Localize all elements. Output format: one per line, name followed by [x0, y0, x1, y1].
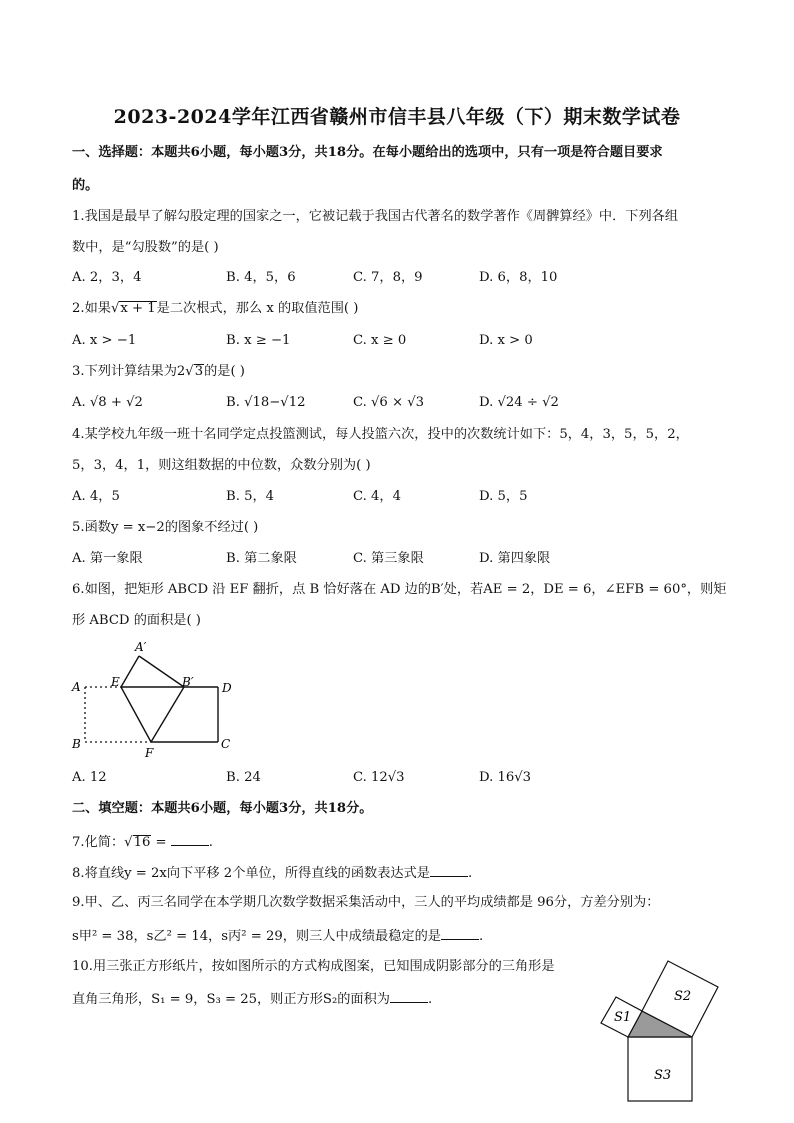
q3-option-a: A. √8 + √2	[72, 395, 143, 410]
q3-option-c: C. √6 × √3	[353, 395, 425, 410]
q8-answer-blank	[430, 862, 468, 877]
fig-segment-a-prime-b-prime	[139, 656, 184, 687]
q5-option-b: B. 第二象限	[226, 551, 297, 566]
fig-label-f: F	[145, 746, 154, 760]
q2-option-b: B. x ≥ −1	[226, 333, 291, 348]
fig-label-s2: S2	[674, 989, 692, 1004]
q3-stem-pre: 3.下列计算结果为2	[72, 364, 186, 379]
q7-answer-blank	[171, 831, 209, 846]
q6-option-d: D. 16√3	[479, 770, 532, 785]
section2-heading: 二、填空题：本题共6小题，每小题3分，共18分。	[72, 801, 373, 816]
q1-option-d: D. 6，8，10	[479, 270, 558, 285]
q7-stem: 7.化简：√16 = .	[72, 831, 213, 853]
q3-radicand: 3	[194, 364, 204, 379]
q4-option-d: D. 5，5	[479, 489, 528, 504]
radical-sign: √	[110, 301, 120, 316]
q1-option-b: B. 4，5，6	[226, 270, 296, 285]
q4-line2: 5，3，4，1，则这组数据的中位数，众数分别为( )	[72, 458, 371, 473]
fig-segment-b-prime-f	[151, 687, 184, 742]
q7-radicand: 16	[133, 835, 151, 850]
q2-stem	[72, 299, 358, 319]
q6-figure	[66, 636, 246, 764]
q3-stem	[72, 362, 245, 382]
q3-stem-post: 的是( )	[204, 364, 245, 379]
q1-option-a: A. 2，3，4	[72, 270, 142, 285]
q9-line2: s甲² = 38，s乙² = 14，s丙² = 29，则三人中成绩最稳定的是 .	[72, 925, 483, 947]
radical-sign: √	[185, 364, 194, 379]
fig-label-e: E	[111, 675, 120, 689]
q7-stem-post: =	[151, 835, 171, 850]
q5-option-a: A. 第一象限	[72, 551, 143, 566]
q1-line2: 数中，是“勾股数”的是( )	[72, 240, 219, 255]
radical-sign: √	[124, 835, 133, 850]
q5-option-c: C. 第三象限	[353, 551, 424, 566]
q1-line1: 1.我国是最早了解勾股定理的国家之一，它被记载于我国古代著名的数学著作《周髀算经》中．下列各组	[72, 209, 679, 224]
q6-line1: 6.如图，把矩形 ABCD 沿 EF 翻折，点 B 恰好落在 AD 边的B′处，若AE = 2，DE = 6，∠EFB = 60°，则矩	[72, 582, 727, 597]
q6-option-b: B. 24	[226, 770, 261, 785]
fig-label-b-prime: B′	[182, 675, 194, 689]
q2-stem-post: 是二次根式，那么 x 的取值范围( )	[156, 301, 359, 316]
fig-label-a: A	[72, 680, 81, 694]
q1-option-c: C. 7，8，9	[353, 270, 423, 285]
q9-line2-text: s甲² = 38，s乙² = 14，s丙² = 29，则三人中成绩最稳定的是	[72, 929, 441, 944]
q4-line1: 4.某学校九年级一班十名同学定点投篮测试，每人投篮六次，投中的次数统计如下：5，4，3，5，5，2，	[72, 427, 689, 442]
q2-option-a: A. x > −1	[72, 333, 137, 348]
section1-heading-line2: 的。	[72, 178, 99, 193]
q6-line2: 形 ABCD 的面积是( )	[72, 613, 201, 628]
q3-option-d: D. √24 ÷ √2	[479, 395, 559, 410]
q7-stem-pre: 7.化简：	[72, 835, 125, 850]
q8-text: 8.将直线y = 2x向下平移 2个单位，所得直线的函数表达式是	[72, 866, 430, 881]
q4-option-a: A. 4，5	[72, 489, 120, 504]
fig-label-s1: S1	[614, 1010, 632, 1025]
fig-label-c: C	[221, 737, 231, 751]
fig-label-s3: S3	[654, 1068, 672, 1083]
q6-option-a: A. 12	[72, 770, 107, 785]
section1-heading-line1: 一、选择题：本题共6小题，每小题3分，共18分。在每小题给出的选项中，只有一项是符合题目要求	[72, 145, 663, 160]
q10-answer-blank	[390, 988, 428, 1003]
q9-line1: 9.甲、乙、丙三名同学在本学期几次数学数据采集活动中，三人的平均成绩都是 96分，方差分别为：	[72, 895, 660, 910]
page-title: 2023-2024学年江西省赣州市信丰县八年级（下）期末数学试卷	[113, 106, 681, 128]
q10-line1: 10.用三张正方形纸片，按如图所示的方式构成图案，已知围成阴影部分的三角形是	[72, 959, 555, 974]
fig-label-a-prime: A′	[135, 640, 147, 654]
q3-option-b: B. √18−√12	[226, 395, 306, 410]
q8-stem: 8.将直线y = 2x向下平移 2个单位，所得直线的函数表达式是 .	[72, 862, 472, 884]
q10-line2: 直角三角形，S₁ = 9，S₃ = 25，则正方形S₂的面积为 .	[72, 988, 432, 1010]
q2-option-d: D. x > 0	[479, 333, 533, 348]
q5-option-d: D. 第四象限	[479, 551, 551, 566]
q5-line1: 5.函数y = x−2的图象不经过( )	[72, 520, 259, 535]
q6-option-c: C. 12√3	[353, 770, 405, 785]
q4-option-c: C. 4，4	[353, 489, 401, 504]
fig-label-b: B	[72, 737, 81, 751]
q10-line2-text: 直角三角形，S₁ = 9，S₃ = 25，则正方形S₂的面积为	[72, 992, 390, 1007]
fig-segment-ea-prime	[121, 656, 139, 687]
q2-option-c: C. x ≥ 0	[353, 333, 407, 348]
fig-segment-ef	[121, 687, 151, 742]
q2-radicand: x + 1	[120, 301, 156, 316]
q10-figure	[596, 955, 726, 1111]
q2-stem-pre: 2.如果	[72, 301, 111, 316]
q4-option-b: B. 5，4	[226, 489, 275, 504]
q9-answer-blank	[441, 925, 479, 940]
fig-label-d: D	[222, 681, 232, 695]
